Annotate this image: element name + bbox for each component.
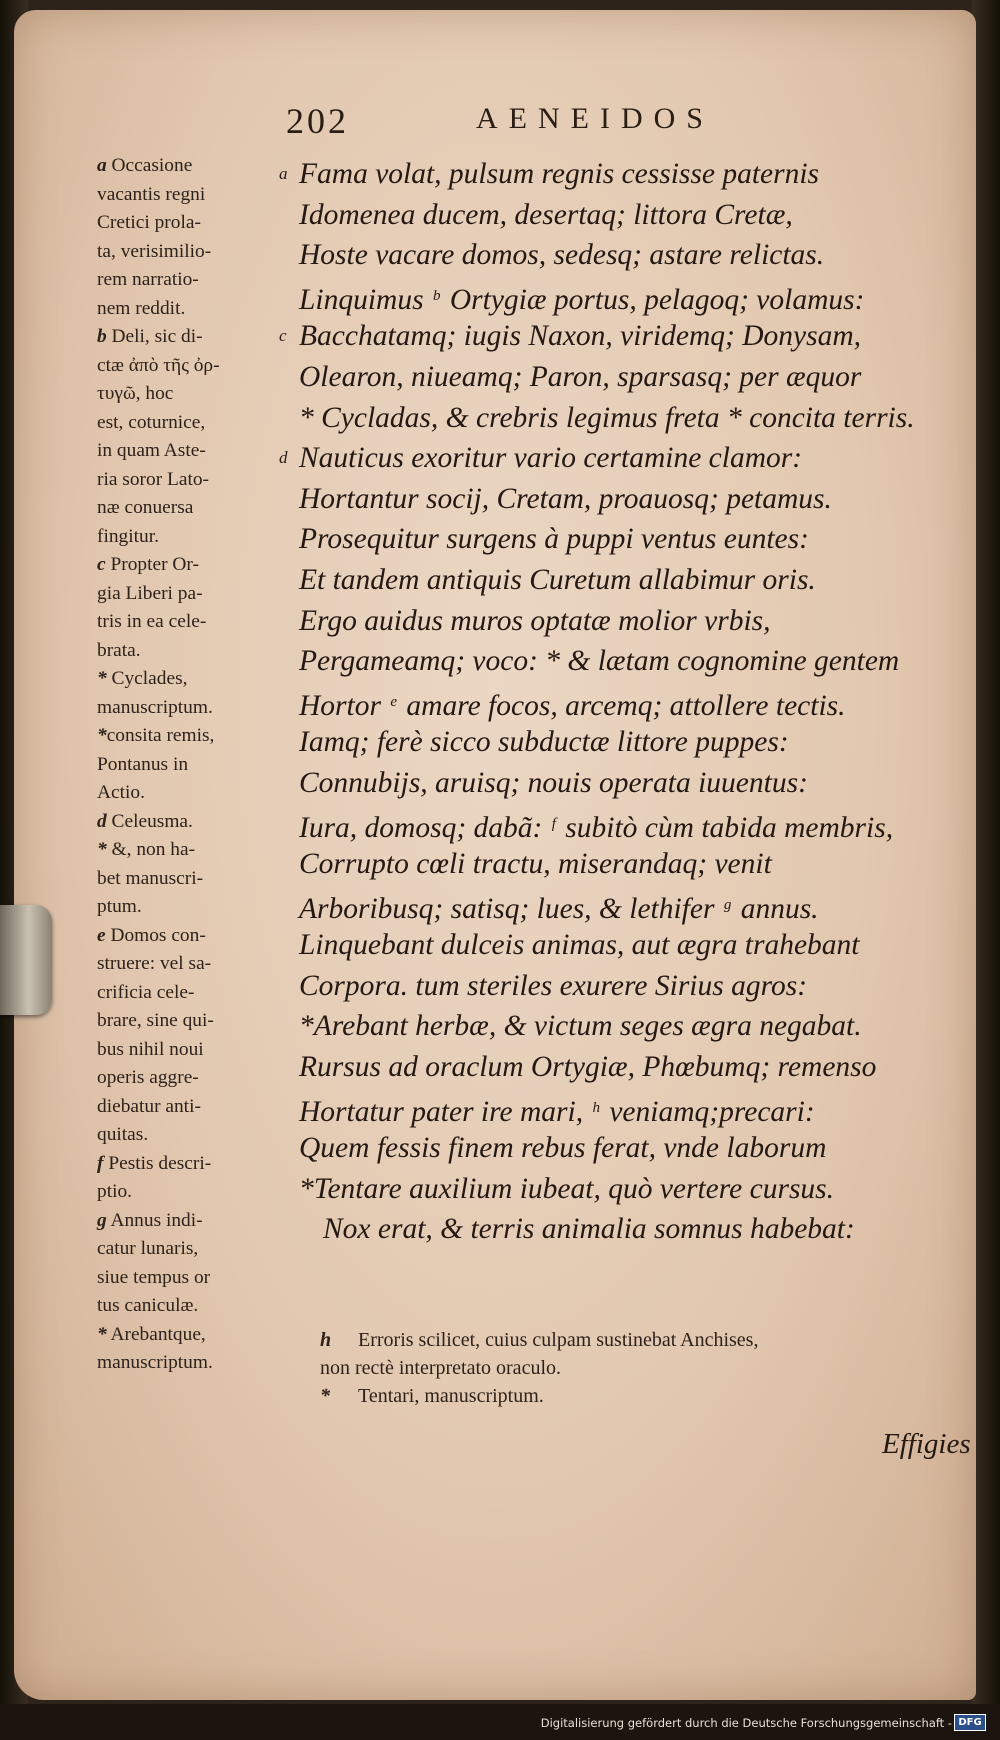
verse-line — [279, 763, 976, 804]
margin-note-line — [97, 238, 287, 267]
margin-note-line — [97, 751, 287, 780]
verse-line — [279, 804, 976, 845]
footnote — [320, 1326, 960, 1354]
verse-line — [279, 438, 976, 479]
footnote-marker: * — [320, 1385, 330, 1407]
footer-bar — [0, 1704, 1000, 1740]
note-text: operis aggre- — [97, 1067, 199, 1088]
note-text: næ conuersa — [97, 497, 194, 518]
margin-note-line — [97, 295, 287, 324]
note-text: Propter Or- — [105, 554, 199, 575]
note-marker: * — [97, 725, 107, 746]
footnote-continuation: non rectè interpretato oraculo. — [320, 1357, 561, 1379]
note-text: ctæ ἀπὸ τῆς ὀρ- — [97, 354, 220, 376]
verse-text: Bacchatamq; iugis Naxon, viridemq; Donysam, — [299, 320, 862, 353]
dfg-logo-text: DFG — [958, 1717, 982, 1728]
note-text: Pestis descri- — [103, 1152, 212, 1174]
footnote-text: Tentari, manuscriptum. — [358, 1385, 544, 1407]
margin-note-line — [97, 1207, 287, 1236]
note-marker: a — [97, 155, 107, 176]
verse-line — [279, 154, 976, 195]
margin-note-line — [97, 1235, 287, 1264]
verse-text: Et tandem antiquis Curetum allabimur oris. — [299, 563, 816, 596]
verse-line — [279, 235, 976, 276]
note-text: diebatur anti- — [97, 1095, 201, 1117]
verse-text: Linquimus $^b$ Ortygiæ portus, pelagoq; volamus: — [299, 283, 865, 316]
margin-note-line — [97, 580, 287, 609]
margin-note-line — [97, 1121, 287, 1150]
margin-note-line — [97, 466, 287, 495]
note-marker: b — [97, 326, 107, 347]
verse-line — [279, 1006, 976, 1047]
verse-line — [279, 398, 976, 439]
book-page — [14, 10, 976, 1700]
poem-text — [279, 154, 976, 1250]
note-text: brare, sine qui- — [97, 1010, 214, 1031]
verse-text: Pergameamq; voco: * & lætam cognomine gentem — [299, 645, 900, 678]
verse-line — [279, 885, 976, 926]
margin-note-line — [97, 922, 287, 951]
margin-note-line — [97, 836, 287, 865]
verse-text: Quem fessis finem rebus ferat, vnde laborum — [299, 1132, 827, 1165]
note-text: ria soror Lato- — [97, 468, 209, 490]
verse-line — [279, 195, 976, 236]
verse-text: Prosequitur surgens à puppi ventus euntes: — [299, 523, 809, 556]
note-marker: * — [97, 1323, 107, 1345]
note-text: Celeusma. — [106, 810, 193, 832]
margin-note-line — [97, 1264, 287, 1293]
verse-text: Idomenea ducem, desertaq; littora Cretæ, — [299, 198, 793, 231]
verse-text: Corpora. tum steriles exurere Sirius agros: — [299, 969, 808, 1002]
note-text: tus caniculæ. — [97, 1295, 199, 1316]
verse-text: Iura, domosq; dabã: $^f$ subitò cùm tabida membris, — [299, 811, 894, 844]
margin-note-line — [97, 1150, 287, 1179]
page-clip — [0, 905, 52, 1015]
note-text: gia Liberi pa- — [97, 582, 203, 604]
note-text: crificia cele- — [97, 981, 195, 1003]
margin-note-line — [97, 865, 287, 894]
verse-text: Nauticus exoritur vario certamine clamor: — [299, 442, 803, 475]
note-text: &, non ha- — [106, 839, 196, 860]
note-text: bet manuscri- — [97, 867, 204, 889]
verse-text: Corrupto cœli tractu, miserandaq; venit — [299, 848, 772, 881]
margin-note-line — [97, 523, 287, 552]
verse-line — [279, 1169, 976, 1210]
margin-note-line — [97, 323, 287, 352]
margin-note-line — [97, 1093, 287, 1122]
margin-note-line — [97, 551, 287, 580]
verse-text: Hortantur socij, Cretam, proauosq; petamus. — [299, 482, 832, 515]
note-text: ptio. — [97, 1181, 133, 1202]
note-text: Arebantque, — [106, 1323, 206, 1345]
verse-text: Rursus ad oraclum Ortygiæ, Phœbumq; remenso — [299, 1051, 877, 1084]
dfg-logo — [954, 1714, 986, 1731]
note-marker: * — [97, 839, 107, 860]
note-text: fingitur. — [97, 525, 159, 547]
verse-line — [279, 519, 976, 560]
margin-note-line — [97, 1064, 287, 1093]
note-marker: c — [97, 554, 106, 575]
margin-note-line — [97, 380, 287, 409]
margin-note-line — [97, 808, 287, 837]
note-text: manuscriptum. — [97, 1352, 213, 1373]
note-text: quitas. — [97, 1124, 149, 1145]
note-text: manuscriptum. — [97, 696, 213, 718]
note-marker: f — [97, 1152, 104, 1174]
note-text: Cyclades, — [106, 668, 188, 689]
verse-text: Arboribusq; satisq; lues, & lethifer $^g$ annus. — [299, 892, 819, 925]
margin-note-line — [97, 352, 287, 381]
note-text: brata. — [97, 639, 141, 661]
footnote-text: Erroris scilicet, cuius culpam sustinebat Anchises, — [358, 1329, 759, 1351]
verse-line — [279, 722, 976, 763]
margin-note-line — [97, 608, 287, 637]
verse-text: Hortatur pater ire mari, $^h$ veniamq;precari: — [299, 1095, 815, 1128]
margin-note-line — [97, 694, 287, 723]
note-text: est, coturnice, — [97, 411, 206, 433]
margin-note-line — [97, 637, 287, 666]
margin-note-line — [97, 437, 287, 466]
note-text: rem narratio- — [97, 269, 199, 290]
verse-text: Olearon, niueamq; Paron, sparsasq; per æquor — [299, 360, 862, 393]
note-marker: g — [97, 1209, 107, 1231]
margin-note-line — [97, 1036, 287, 1065]
note-text: consita remis, — [106, 725, 215, 746]
note-text: Actio. — [97, 782, 145, 803]
note-marker: e — [97, 924, 106, 946]
note-text: Domos con- — [105, 924, 206, 946]
margin-note-line — [97, 181, 287, 210]
verse-text: Linquebant dulceis animas, aut ægra trahebant — [299, 929, 860, 962]
verse-line — [279, 276, 976, 317]
note-text: struere: vel sa- — [97, 953, 212, 974]
margin-note-line — [97, 950, 287, 979]
note-text: catur lunaris, — [97, 1238, 199, 1259]
note-text: Deli, sic di- — [106, 326, 203, 347]
verse-line — [279, 844, 976, 885]
verse-text: Fama volat, pulsum regnis cessisse paternis — [299, 158, 820, 190]
verse-line — [279, 479, 976, 520]
note-text: nem reddit. — [97, 297, 186, 319]
footnote-marker: h — [320, 1329, 332, 1351]
margin-note-line — [97, 209, 287, 238]
verse-text: Connubijs, aruisq; nouis operata iuuentus: — [299, 766, 808, 799]
note-text: ptum. — [97, 896, 142, 917]
page-number: 202 — [286, 101, 349, 141]
verse-line — [279, 601, 976, 642]
verse-line — [279, 316, 976, 357]
verse-line — [279, 1047, 976, 1088]
margin-note-line — [97, 979, 287, 1008]
margin-notes — [97, 152, 287, 1378]
margin-note-line — [97, 665, 287, 694]
note-text: Cretici prola- — [97, 212, 201, 233]
note-text: siue tempus or — [97, 1266, 211, 1288]
verse-text: *Arebant herbæ, & victum seges ægra negabat. — [299, 1010, 862, 1043]
verse-line — [279, 1088, 976, 1129]
verse-line — [279, 682, 976, 723]
verse-marker: c — [279, 326, 287, 346]
verse-text: Hoste vacare domos, sedesq; astare relictas. — [299, 239, 825, 272]
verse-line — [279, 1128, 976, 1169]
margin-note-line — [97, 1292, 287, 1321]
verse-line — [279, 560, 976, 601]
right-background — [972, 0, 1000, 1740]
note-text: tris in ea cele- — [97, 611, 207, 632]
margin-note-line — [97, 1321, 287, 1350]
note-text: Pontanus in — [97, 753, 189, 775]
margin-note-line — [97, 893, 287, 922]
verse-line — [279, 966, 976, 1007]
verse-line — [279, 1209, 976, 1250]
verse-text: *Tentare auxilium iubeat, quò vertere cursus. — [299, 1172, 835, 1205]
margin-note-line — [97, 1007, 287, 1036]
margin-note-line — [97, 266, 287, 295]
margin-note-line — [97, 779, 287, 808]
verse-text: Hortor $^e$ amare focos, arcemq; attollere tectis. — [299, 689, 846, 722]
note-text: bus nihil noui — [97, 1038, 204, 1060]
verse-text: * Cycladas, & crebris legimus freta * concita terris. — [299, 401, 915, 434]
verse-text: Iamq; ferè sicco subductæ littore puppes: — [299, 726, 789, 759]
note-text: τυγῶ, hoc — [97, 383, 174, 404]
footnote — [320, 1382, 960, 1410]
margin-note-line — [97, 494, 287, 523]
margin-note-line — [97, 722, 287, 751]
note-text: in quam Aste- — [97, 440, 206, 461]
verse-line — [279, 641, 976, 682]
catchword: Effigies — [882, 1428, 971, 1460]
verse-marker: a — [279, 164, 288, 183]
margin-note-line — [97, 1349, 287, 1378]
verse-line — [279, 925, 976, 966]
verse-text: Ergo auidus muros optatæ molior vrbis, — [299, 604, 771, 637]
footnotes — [320, 1326, 960, 1410]
margin-note-line — [97, 152, 287, 181]
verse-marker: d — [279, 448, 288, 468]
note-text: vacantis regni — [97, 183, 206, 205]
note-marker: * — [97, 668, 107, 689]
page-header — [14, 100, 976, 140]
verse-line — [279, 357, 976, 398]
margin-note-line — [97, 409, 287, 438]
footer-credit: Digitalisierung gefördert durch die Deutsche Forschungsgemeinschaft - — [540, 1716, 952, 1730]
note-marker: d — [97, 810, 107, 832]
note-text: ta, verisimilio- — [97, 240, 212, 262]
running-head: AENEIDOS — [476, 102, 714, 135]
verse-text: Nox erat, & terris animalia somnus habebat: — [323, 1213, 855, 1246]
note-text: Annus indi- — [106, 1209, 203, 1231]
note-text: Occasione — [106, 155, 193, 176]
margin-note-line — [97, 1178, 287, 1207]
